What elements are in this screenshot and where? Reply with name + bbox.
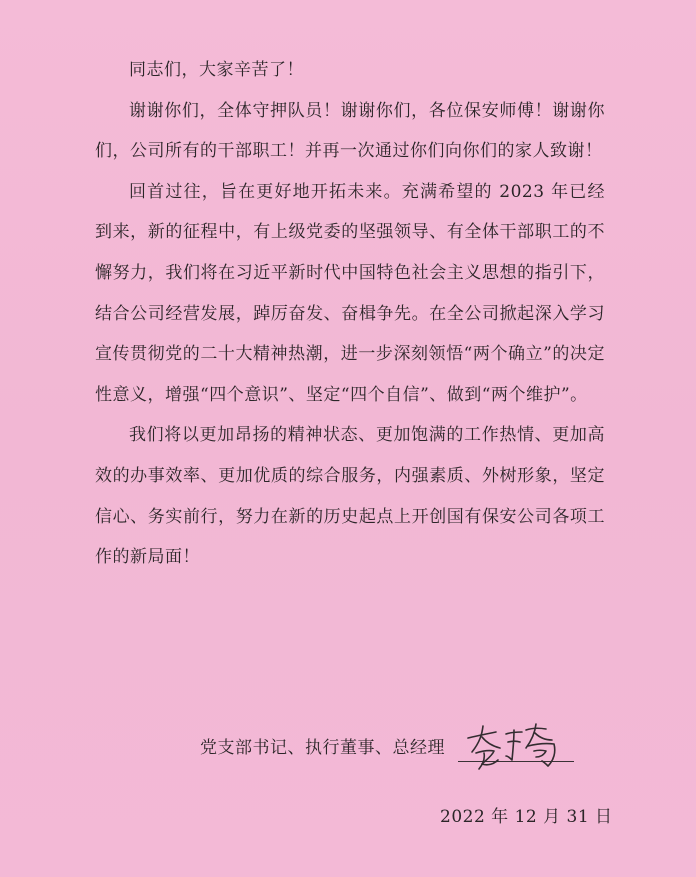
paragraph-commitment: 我们将以更加昂扬的精神状态、更加饱满的工作热情、更加高效的办事效率、更加优质的综合服务，内强素质、外树形象，坚定信心、务实前行，努力在新的历史起点上开创国有保安公司各项工作的新局面！ (95, 425, 605, 568)
paragraph-outlook: 回首过往，旨在更好地开拓未来。充满希望的 2023 年已经到来，新的征程中，有上级党委的坚强领导、有全体干部职工的不懈努力，我们将在习近平新时代中国特色社会主义思想的指引下，结合公司经营发展，踔厉奋发、奋楫争先。在全公司掀起深入学习宣传贯彻党的二十大精神热潮，进一步深刻领悟“两个确立”的决定性意义，增强“四个意识”、坚定“四个自信”、做到“两个维护”。 (95, 181, 605, 405)
signature-block (200, 718, 580, 778)
letter-date: 2022 年 12 月 31 日 (440, 807, 613, 827)
paragraph-thanks: 谢谢你们，全体守押队员！谢谢你们，各位保安师傅！谢谢你们，公司所有的干部职工！并再一次通过你们向你们的家人致谢！ (95, 100, 605, 162)
signer-title: 党支部书记、执行董事、总经理 (200, 738, 445, 758)
letter-body (95, 50, 605, 578)
handwritten-signature (462, 720, 572, 772)
paragraph-greeting: 同志们，大家辛苦了！ (129, 60, 304, 80)
